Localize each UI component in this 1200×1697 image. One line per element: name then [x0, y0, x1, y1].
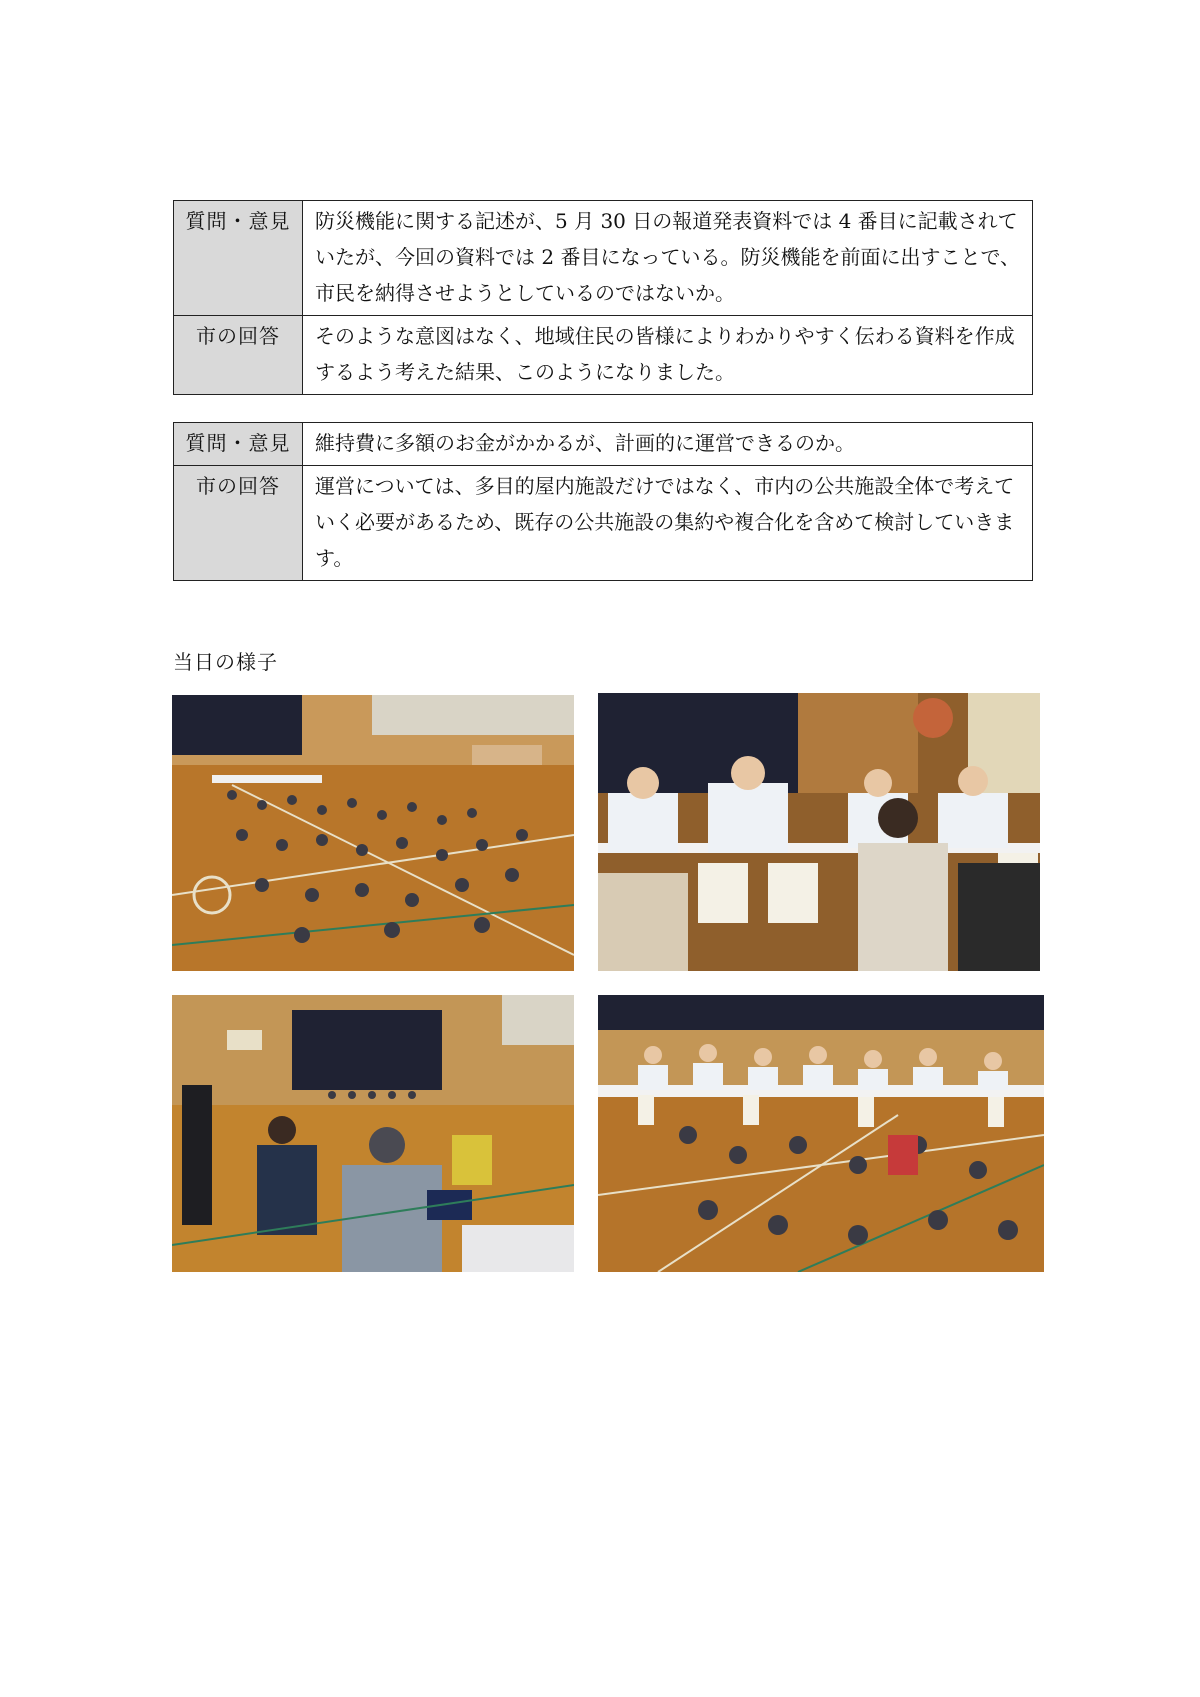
question-label: 質問・意見 — [174, 423, 303, 466]
question-label: 質問・意見 — [174, 201, 303, 316]
qa-answer-row — [174, 466, 1033, 581]
answer-text: そのような意図はなく、地域住民の皆様によりわかりやすく伝わる資料を作成するよう考えた結果、このようになりました。 — [303, 316, 1033, 395]
qa-table-1 — [173, 200, 1033, 395]
qa-answer-row — [174, 316, 1033, 395]
section-title: 当日の様子 — [173, 650, 278, 674]
answer-label: 市の回答 — [174, 316, 303, 395]
qa-question-row — [174, 423, 1033, 466]
question-text: 維持費に多額のお金がかかるが、計画的に運営できるのか。 — [303, 423, 1033, 466]
question-text: 防災機能に関する記述が、5 月 30 日の報道発表資料では 4 番目に記載されていたが、今回の資料では 2 番目になっている。防災機能を前面に出すことで、市民を納得させようとしているのではないか。 — [303, 201, 1033, 316]
qa-question-row — [174, 201, 1033, 316]
answer-label: 市の回答 — [174, 466, 303, 581]
event-photo-gym-overview — [172, 695, 574, 971]
qa-table-2 — [173, 422, 1033, 581]
event-photo-panel-closeup — [598, 693, 1040, 971]
event-photo-panel-audience — [598, 995, 1044, 1272]
answer-text: 運営については、多目的屋内施設だけではなく、市内の公共施設全体で考えていく必要があるため、既存の公共施設の集約や複合化を含めて検討していきます。 — [303, 466, 1033, 581]
event-photo-audience-laptop — [172, 995, 574, 1272]
